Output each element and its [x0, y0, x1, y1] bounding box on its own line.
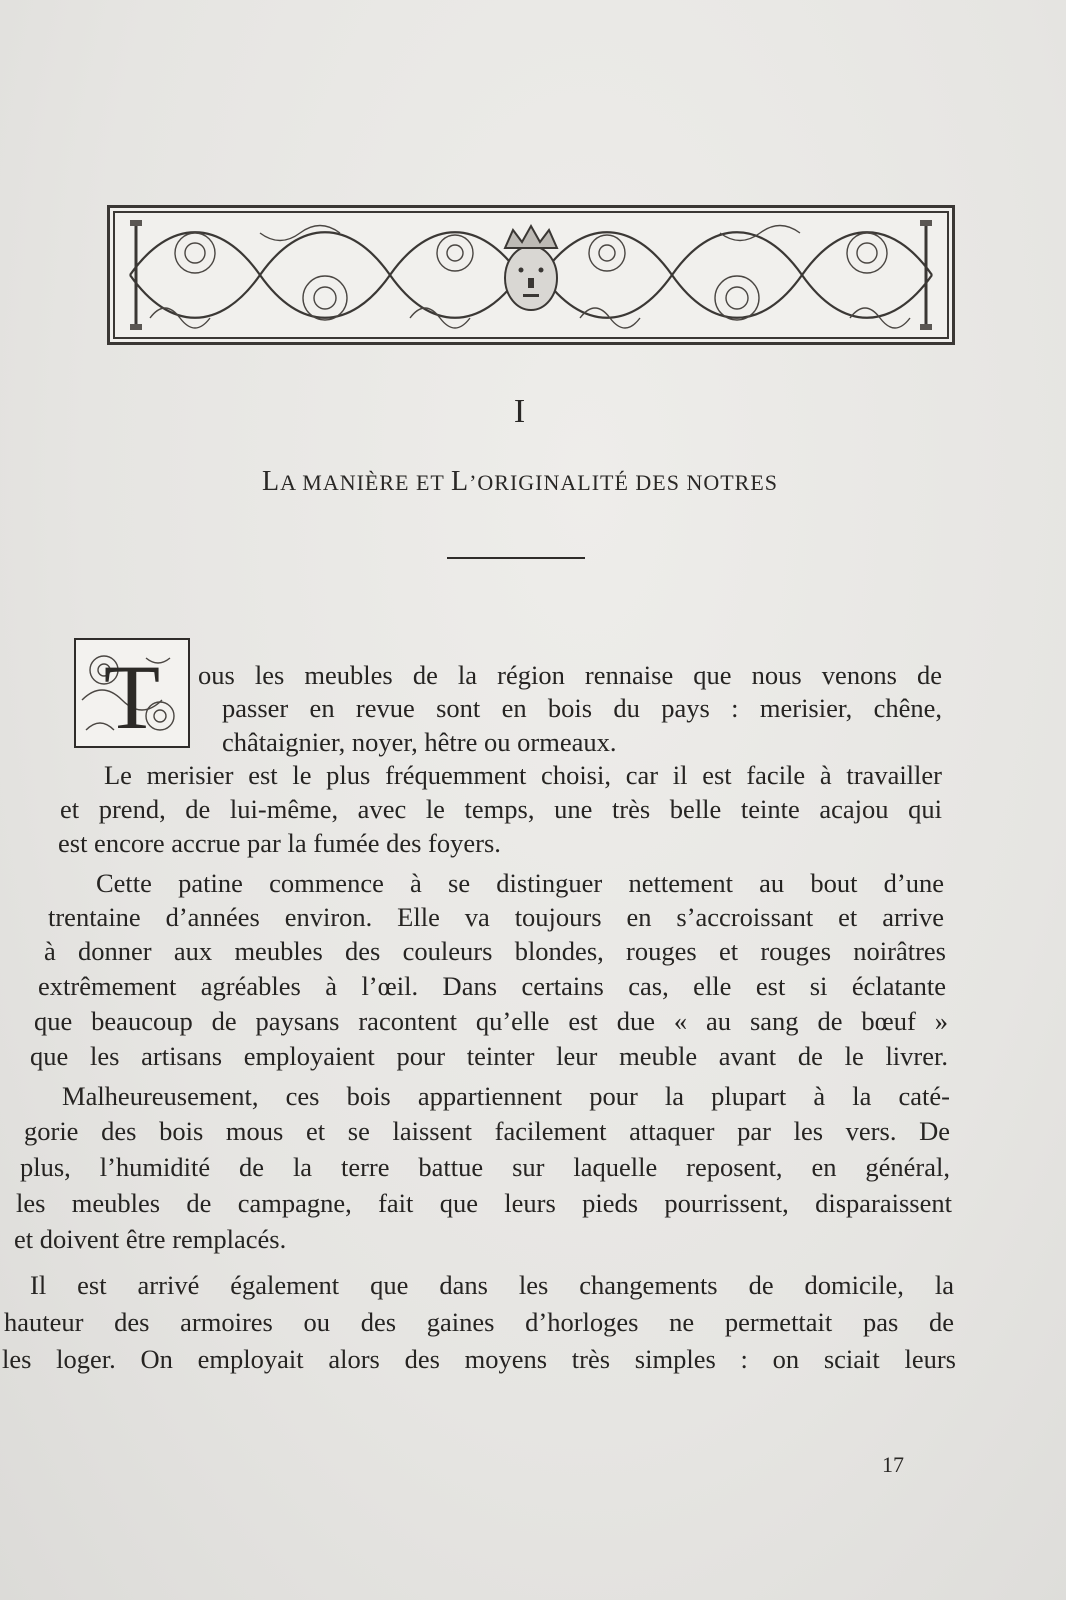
text-line: que les artisans employaient pour teinter leur meuble avant de le livrer. [30, 1041, 948, 1071]
chapter-title-initial-2: L [450, 466, 470, 497]
text-line: hauteur des armoires ou des gaines d’horloges ne permettait pas de [4, 1307, 954, 1337]
page-number: 17 [882, 1452, 904, 1477]
text-line: châtaignier, noyer, hêtre ou ormeaux. [222, 727, 617, 757]
text-line: est encore accrue par la fumée des foyers. [58, 828, 501, 858]
text-line: Cette patine commence à se distinguer nettement au bout d’une [96, 868, 944, 898]
text-line: trentaine d’années environ. Elle va toujours en s’accroissant et arrive [48, 902, 944, 932]
text-line: à donner aux meubles des couleurs blondes, rouges et rouges noirâtres [44, 936, 946, 966]
chapter-title-part-1: A MANIÈRE ET [280, 470, 451, 495]
text-line: gorie des bois mous et se laissent facilement attaquer par les vers. De [24, 1116, 950, 1146]
text-line: Il est arrivé également que dans les changements de domicile, la [30, 1270, 954, 1300]
text-line: plus, l’humidité de la terre battue sur laquelle reposent, en général, [20, 1152, 950, 1182]
text-line: ous les meubles de la région rennaise que nous venons de [198, 660, 942, 690]
text-line: Malheureusement, ces bois appartiennent pour la plupart à la caté- [62, 1081, 950, 1111]
chapter-number: I [513, 393, 527, 430]
text-line: et prend, de lui-même, avec le temps, une très belle teinte acajou qui [60, 794, 942, 824]
dropcap-letter: T [103, 646, 161, 746]
text-line: passer en revue sont en bois du pays : merisier, chêne, [222, 693, 942, 723]
text-line: que beaucoup de paysans racontent qu’elle est due « au sang de bœuf » [34, 1006, 948, 1036]
text-line: les meubles de campagne, fait que leurs pieds pourrissent, disparaissent [16, 1188, 952, 1218]
text-line: extrêmement agréables à l’œil. Dans certains cas, elle est si éclatante [38, 971, 946, 1001]
text-line: Le merisier est le plus fréquemment choisi, car il est facile à travailler [104, 760, 942, 790]
chapter-title-initial-1: L [261, 466, 281, 497]
chapter-title-part-2: ’ORIGINALITÉ DES NOTRES [469, 470, 779, 495]
text-line: et doivent être remplacés. [14, 1224, 287, 1254]
text-line: les loger. On employait alors des moyens très simples : on sciait leurs [2, 1344, 956, 1374]
